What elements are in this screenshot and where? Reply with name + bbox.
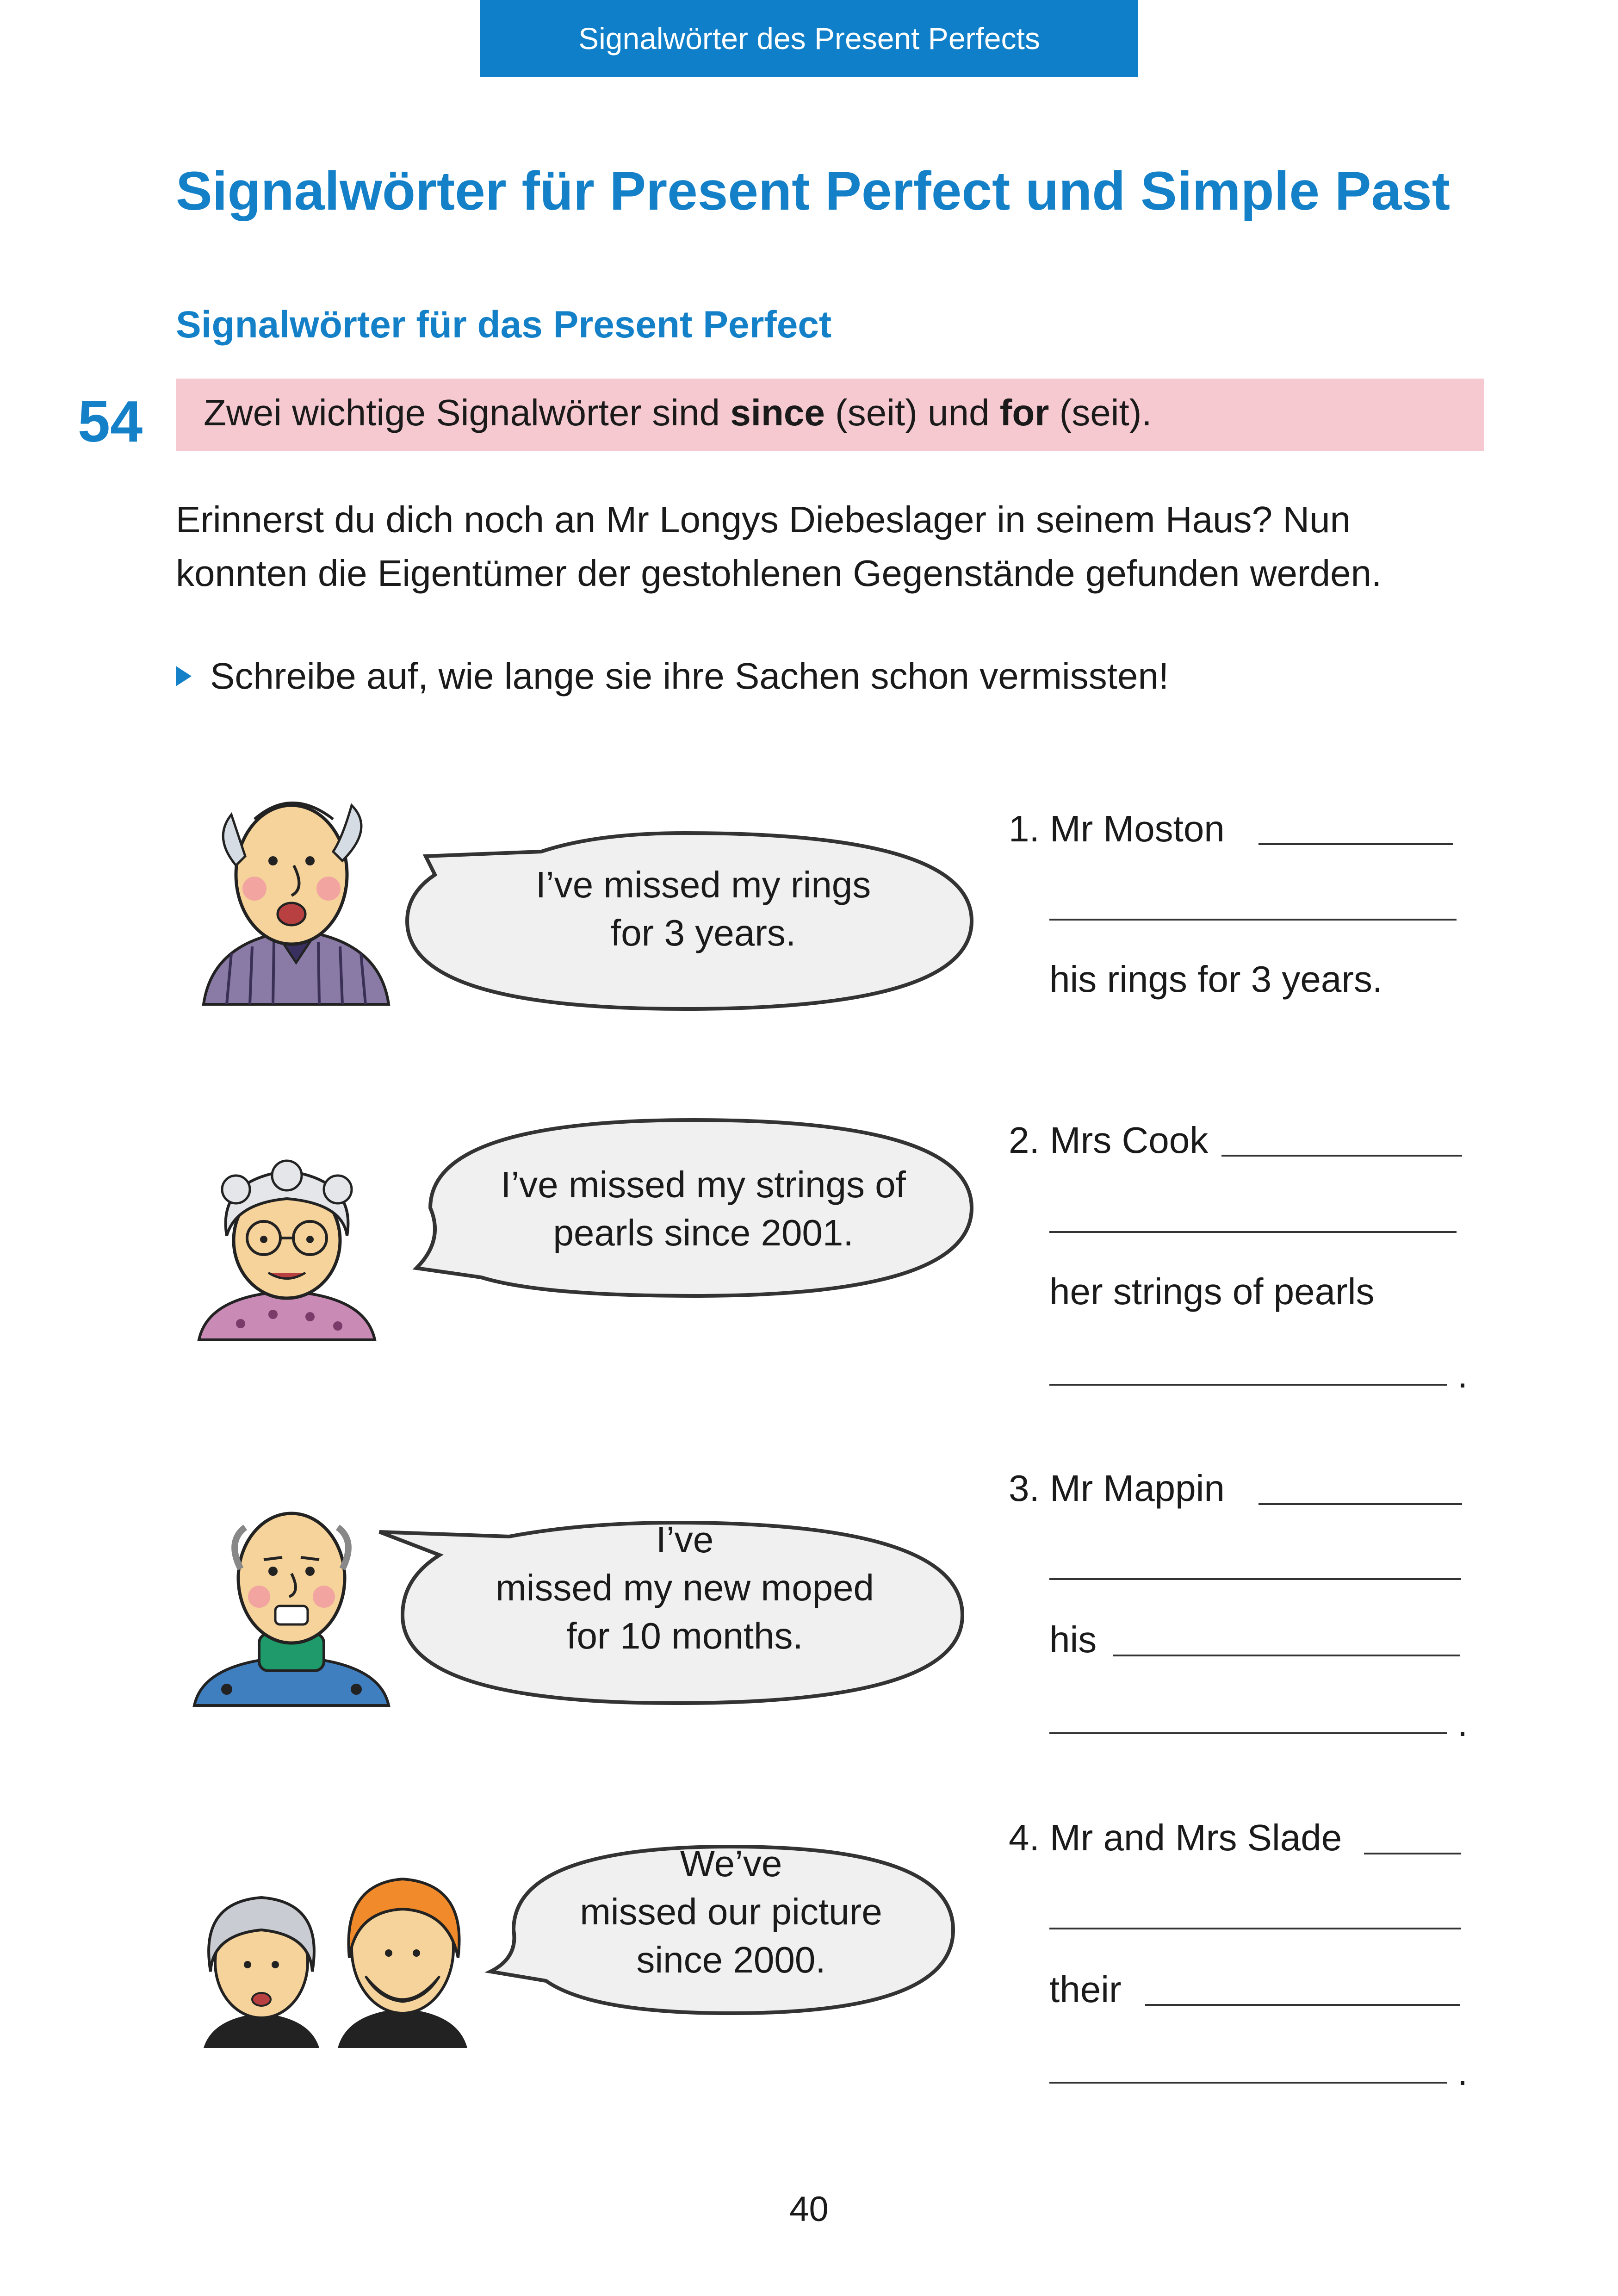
task-instruction: Schreibe auf, wie lange sie ihre Sachen schon vermissten! [176, 655, 1169, 697]
answer-2-start: 2. Mrs Cook [1009, 1120, 1209, 1161]
answer-3-blank-2[interactable] [1049, 1578, 1461, 1580]
answer-1-blank-2[interactable] [1049, 919, 1457, 921]
exercise-number: 54 [78, 389, 143, 454]
intro-paragraph: Erinnerst du dich noch an Mr Longys Diebeslager in seinem Haus? Nun konnten die Eigentümer der gestohlenen Gegenstände gefunden werden. [176, 499, 1382, 594]
answer-3-mid: his [1049, 1619, 1097, 1660]
answer-3-blank-1[interactable] [1258, 1503, 1462, 1505]
answer-3-blank-3[interactable] [1113, 1655, 1460, 1656]
answer-3-start: 3. Mr Mappin [1009, 1468, 1225, 1509]
answer-3-blank-4[interactable] [1049, 1732, 1447, 1734]
section-header-tab [480, 0, 1138, 77]
answer-4-period: . [1457, 2052, 1468, 2093]
rule-text: Zwei wichtige Signalwörter sind since (seit) und for (seit). [204, 392, 1152, 433]
answer-2-period: . [1457, 1354, 1468, 1395]
keyword-since: since [730, 392, 825, 433]
bubble-text-2: I’ve missed my strings of pearls since 2001. [501, 1164, 906, 1253]
old-man-illustration [185, 787, 407, 1009]
answer-1-blank-1[interactable] [1258, 843, 1453, 845]
answer-2-mid: her strings of pearls [1049, 1271, 1375, 1312]
bubble-text-1: I’ve missed my rings for 3 years. [535, 864, 871, 953]
triangle-bullet-icon [176, 666, 192, 686]
section-header-label: Signalwörter des Present Perfects [578, 21, 1040, 56]
answer-4-blank-3[interactable] [1145, 2004, 1460, 2006]
answer-4-blank-1[interactable] [1364, 1853, 1461, 1854]
answer-4-blank-2[interactable] [1049, 1928, 1461, 1929]
answer-1-start: 1. Mr Moston [1009, 808, 1225, 849]
bubble-text-4: We’ve missed our picture since 2000. [580, 1843, 882, 1980]
bald-man-illustration [190, 1495, 393, 1708]
answer-2-blank-2[interactable] [1049, 1231, 1457, 1233]
answer-4-mid: their [1049, 1969, 1122, 2010]
bubble-text-3: I’ve missed my new moped for 10 months. [495, 1519, 874, 1656]
answer-2-blank-1[interactable] [1221, 1155, 1462, 1157]
answer-4-start: 4. Mr and Mrs Slade [1009, 1817, 1342, 1858]
section-subtitle: Signalwörter für das Present Perfect [176, 304, 832, 346]
page-number: 40 [789, 2190, 829, 2229]
old-woman-illustration [190, 1157, 384, 1342]
answer-4-blank-4[interactable] [1049, 2082, 1447, 2084]
answer-3-period: . [1457, 1703, 1468, 1744]
keyword-for: for [999, 392, 1049, 433]
page-title: Signalwörter für Present Perfect und Simple Past [176, 161, 1451, 222]
couple-illustration [185, 1865, 490, 2050]
answer-1-end: his rings for 3 years. [1049, 958, 1383, 1000]
answer-2-blank-3[interactable] [1049, 1384, 1447, 1386]
